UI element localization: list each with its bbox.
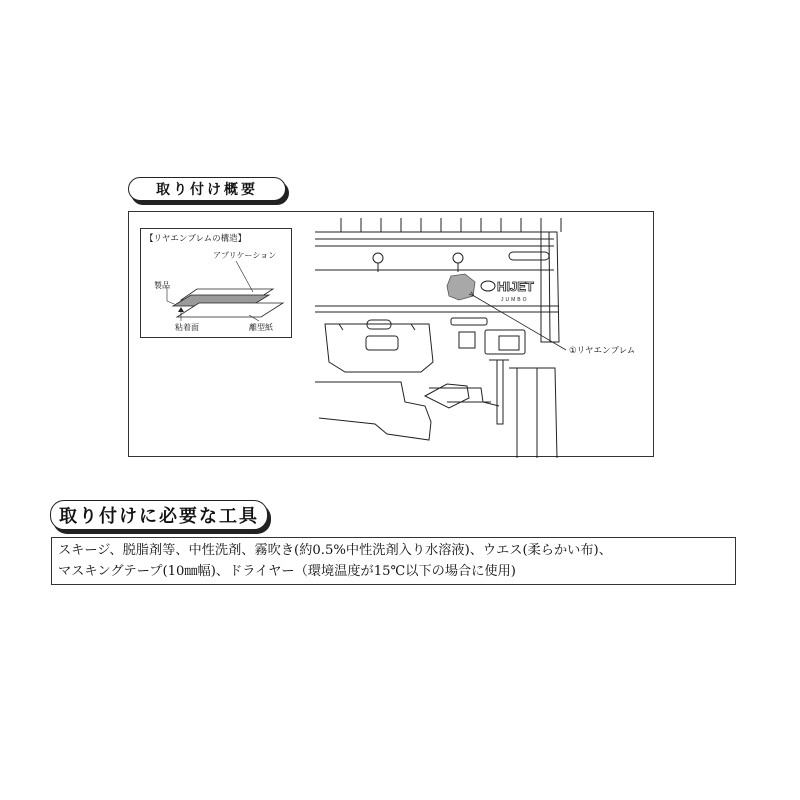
emblem-subtext: JUMBO xyxy=(501,297,529,303)
tools-line-1: スキージ、脱脂剤等、中性洗剤、霧吹き(約0.5%中性洗剤入り水溶液)、ウエス(柔らかい布)、 xyxy=(58,543,612,558)
overview-heading: 取り付け概要 xyxy=(128,177,286,201)
label-release-paper: 離型紙 xyxy=(249,323,273,332)
label-product: 製品 xyxy=(154,281,170,290)
tools-list-box xyxy=(51,537,736,585)
label-application: アプリケーション xyxy=(213,251,277,260)
overview-figure xyxy=(128,211,654,457)
emblem-position-mark xyxy=(447,274,475,300)
structure-title: 【リヤエンブレムの構造】 xyxy=(145,234,247,244)
tools-line-2: マスキングテープ(10㎜幅)、ドライヤー（環境温度が15℃以下の場合に使用) xyxy=(58,564,516,579)
tools-heading: 取り付けに必要な工具 xyxy=(50,500,268,530)
emblem-text: HIJET xyxy=(497,279,534,294)
truck-rear-drawing xyxy=(129,212,655,458)
callout-rear-emblem: ①リヤエンブレム xyxy=(569,346,636,356)
label-adhesive: 粘着面 xyxy=(175,323,199,332)
